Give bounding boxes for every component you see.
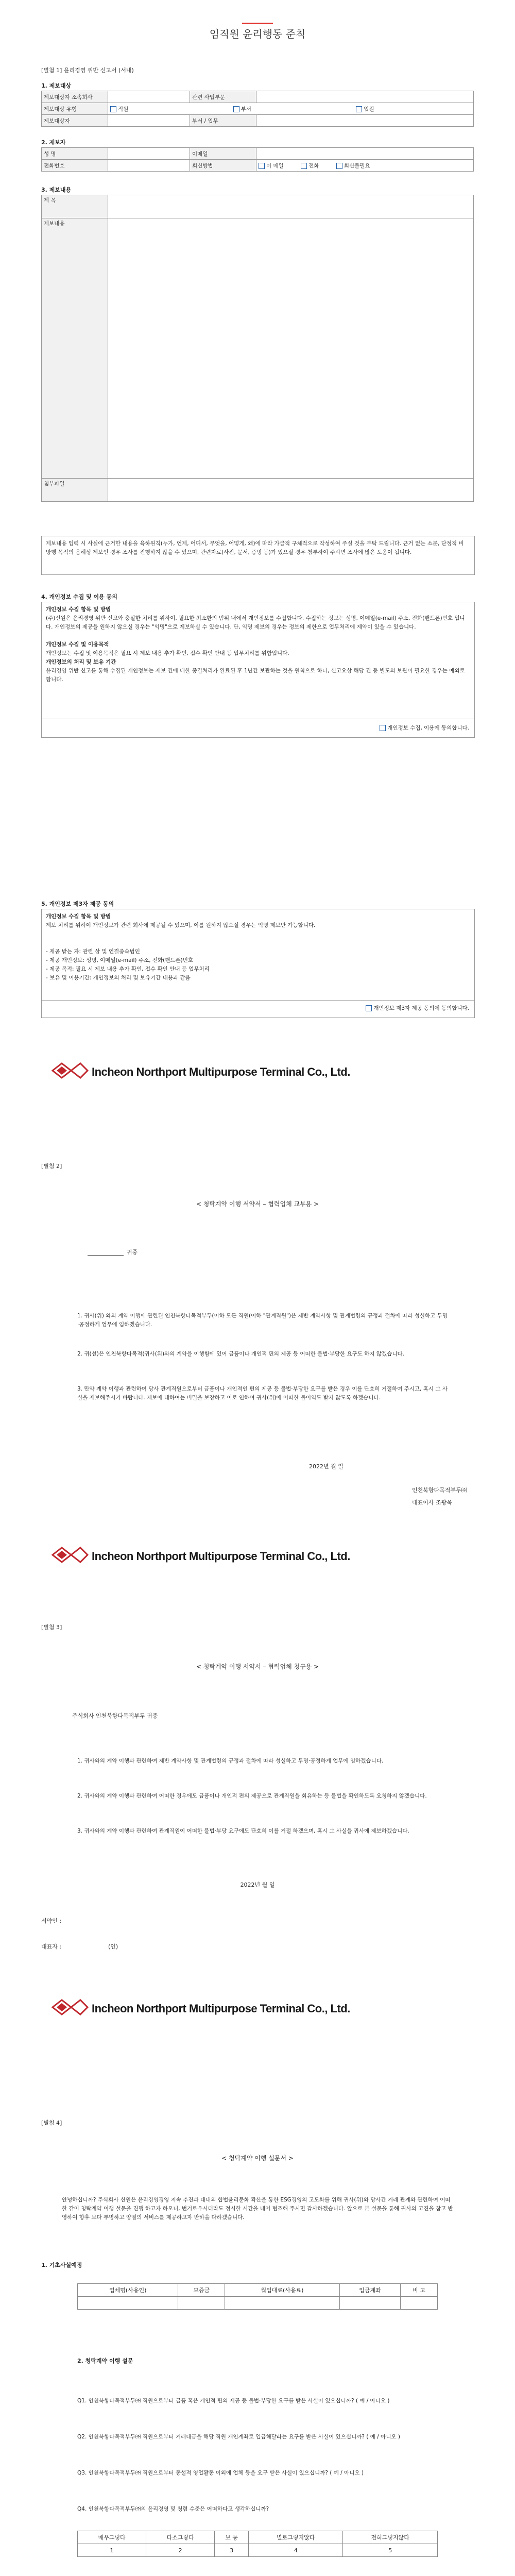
form4-tag: [별첨 4]: [41, 2120, 62, 2126]
thirdparty-text: 제보 처리를 위하여 개인정보가 관련 회사에 제공될 수 있으며, 이를 원하지 않으실 경우는 익명 제보만 가능합니다.: [46, 922, 316, 928]
cell-rent[interactable]: [225, 2297, 339, 2310]
form3-seal: (인): [108, 1943, 118, 1950]
privacy-head-1: 개인정보 수집 항목 및 방법: [46, 606, 111, 613]
content-attach-field[interactable]: [108, 479, 474, 502]
reply-method-options: [256, 160, 474, 172]
target-dept-field[interactable]: [256, 115, 474, 127]
form3-date: 2022년 월 일: [240, 1882, 275, 1888]
thirdparty-item-3: - 제공 목적: 필요 시 제보 내용 추가 확인, 접수 확인 안내 등 업무처리: [46, 966, 210, 972]
col-rent: 월입대료(사용료): [225, 2284, 339, 2297]
thirdparty-item-1: - 제공 받는 자: 관련 상 및 연결종속법인: [46, 948, 140, 955]
col-note: 비 고: [401, 2284, 438, 2297]
thirdparty-divider: [42, 1000, 474, 1001]
form2-recipient-suffix: 귀중: [127, 1249, 138, 1256]
title-accent-bar: [242, 23, 273, 24]
col-account: 입금계좌: [339, 2284, 400, 2297]
checkbox-employee[interactable]: [110, 106, 116, 112]
cell-note[interactable]: [401, 2297, 438, 2310]
form2-recipient-field[interactable]: [88, 1248, 124, 1256]
option-employee-label: 직원: [118, 106, 129, 112]
notice-text: 제보내용 입력 시 사실에 근거한 내용을 육하원칙(누가, 언제, 어디서, 무엇을, 어떻게, 왜)에 따라 가급적 구체적으로 작성하여 주실 것을 부탁 드립니다. 근거 없는 소문, 단정적 비방행 목적의 음해성 제보인 경우 조사를 진행하지 않을 수 있으며, 관련자료(사진, 문서, 증빙 등)가 있으실 경우 첨부하여 주시면 조사에 많은 도움이 됩니다.: [46, 540, 464, 555]
reporter-phone-label: 전화번호: [42, 160, 108, 172]
page-title: 임직원 윤리행동 준칙: [209, 28, 306, 40]
company-logo: [52, 1061, 360, 1082]
content-body-field[interactable]: [108, 218, 474, 479]
col-company: 업체명(사용인): [78, 2284, 178, 2297]
rating-option-4[interactable]: 4: [248, 2544, 342, 2557]
form4-section-1: 1. 기초사실예정: [41, 2262, 82, 2268]
privacy-head-3: 개인정보의 처리 및 보유 기간: [46, 659, 116, 665]
checkbox-department[interactable]: [233, 106, 239, 112]
logo-mark-icon: [52, 1546, 89, 1564]
form1-section-5: 5. 개인정보 제3자 제공 동의: [41, 901, 114, 907]
thirdparty-head: 개인정보 수집 항목 및 방법: [46, 913, 111, 920]
target-division-label: 관련 사업부문: [190, 91, 256, 103]
target-type-label: 제보대상 유형: [42, 103, 108, 115]
form3-recipient: 주식회사 인천북항다목적부두 귀중: [72, 1713, 158, 1719]
reply-email-label: 이 메일: [266, 162, 284, 169]
privacy-agree-label: 개인정보 수집, 이용에 동의합니다.: [387, 725, 469, 731]
content-title-field[interactable]: [108, 195, 474, 218]
target-type-options: [108, 103, 474, 115]
option-department-label: 부서: [241, 106, 251, 112]
form3-para-1: 1. 귀사와의 계약 이행과 관련하여 제반 계약사항 및 관계법령의 규정과 절차에 따라 성실하고 투명·공정하게 업무에 임하겠습니다.: [77, 1758, 384, 1764]
rating-table: [77, 2531, 438, 2557]
form1-section-4: 4. 개인정보 수집 및 이용 동의: [41, 594, 117, 600]
target-table: [41, 91, 474, 127]
form4-intro: 안녕하십니까? 주식회사 신원은 윤리경영경영 지속 추진과 대내외 합법윤리문화 확산을 통한 ESG경영의 고도화를 위해 귀사(위)와 당사간 거래 관계와 관련하여 어떠한 같이 청탁계약 이행 설문을 진행 하고자 하오니, 번거로우시더라도 정시한 시간을 내어 협조해 주시면 감사하겠습니다. 앞으로 본 설문을 통해 귀사의 고견을 참고 반영하여 향후 보다 투명하고 양질의 서비스를 제공하고자 반하을 다하겠습니다.: [62, 2197, 453, 2221]
company-logo-3: [52, 1998, 360, 2019]
form2-title: < 청탁계약 이행 서약서 – 협력업체 교부용 >: [196, 1200, 319, 1208]
form3-title: < 청탁계약 이행 서약서 – 협력업체 청구용 >: [196, 1663, 319, 1670]
reporter-name-label: 성 명: [42, 148, 108, 160]
privacy-box: [41, 602, 475, 738]
rating-option-1[interactable]: 1: [78, 2544, 146, 2557]
privacy-head-2: 개인정보 수집 및 이용목적: [46, 641, 109, 648]
reporter-table: [41, 147, 474, 172]
form1-section-1: 1. 제보대상: [41, 82, 72, 89]
privacy-text-2: 개인정보는 수집 및 이용목적은 필요 시 제보 내용 추가 확인, 접수 확인 안내 등 업무처리를 위함입니다.: [46, 650, 289, 656]
rating-option-2[interactable]: 2: [146, 2544, 215, 2557]
checkbox-reply-phone[interactable]: [301, 163, 307, 169]
question-1: Q1. 인천북항다목적부두㈜ 직원으로부터 금품 혹은 개인적 편의 제공 등 불법·부당한 요구를 받은 사실이 있으십니까? ( 예 / 아니오 ): [77, 2398, 390, 2404]
content-body-label: 제보내용: [42, 218, 108, 479]
form1-tag: [별첨 1] 윤리경영 위반 신고서 (서내): [41, 67, 134, 74]
form2-date: 2022년 월 일: [309, 1463, 344, 1470]
target-person-field[interactable]: [108, 115, 190, 127]
privacy-agree[interactable]: [380, 724, 469, 733]
checkbox-business[interactable]: [356, 106, 362, 112]
form3-ceo-label: 대표자 :: [41, 1943, 62, 1950]
cell-deposit[interactable]: [178, 2297, 225, 2310]
checkbox-reply-email[interactable]: [259, 163, 265, 169]
form3-pledger-label: 서약인 :: [41, 1918, 62, 1924]
logo-mark-icon: [52, 1061, 89, 1080]
reply-none-label: 회신불필요: [344, 162, 370, 169]
rating-option-5[interactable]: 5: [343, 2544, 438, 2557]
rating-label-1: 매우그렇다: [78, 2531, 146, 2544]
reporter-name-field[interactable]: [108, 148, 190, 160]
form4-section-2: 2. 청탁계약 이행 설문: [77, 2358, 133, 2364]
form1-section-2: 2. 제보자: [41, 139, 66, 146]
question-3: Q3. 인천북항다목적부두㈜ 직원으로부터 동설적 영업활동 이외에 업체 등을 요구 받은 사실이 있으십니까? ( 예 / 아니오 ): [77, 2470, 364, 2476]
target-dept-label: 부서 / 입무: [190, 115, 256, 127]
cell-company[interactable]: [78, 2297, 178, 2310]
rating-label-3: 보 통: [215, 2531, 249, 2544]
form2-signatory-company: 인천북항다목적부두㈜: [412, 1487, 467, 1494]
thirdparty-item-4: - 보유 및 이용기간: 개인정보의 처리 및 보유기간 내용과 같음: [46, 975, 191, 981]
question-4: Q4. 인천북항다목적부두㈜의 윤리경영 및 청렴 수준은 어떠하다고 생각하십니까?: [77, 2506, 269, 2512]
rating-label-2: 다소그렇다: [146, 2531, 215, 2544]
option-business-label: 업원: [364, 106, 374, 112]
rating-label-5: 전혀그렇지않다: [343, 2531, 438, 2544]
content-attach-label: 첨부파일: [42, 479, 108, 502]
target-division-field[interactable]: [256, 91, 474, 103]
notice-box: [41, 536, 475, 575]
reply-phone-label: 전화: [308, 162, 319, 169]
reporter-email-field[interactable]: [256, 148, 474, 160]
content-table: [41, 195, 474, 502]
target-company-label: 제보대상자 소속회사: [42, 91, 108, 103]
form3-tag: [별첨 3]: [41, 1624, 62, 1631]
form2-para-3: 3. 만약 계약 이행과 관련하여 당사 관계직원으로부터 금품이나 개인적인 편의 제공 등 불법·부당한 요구를 받은 경우 이를 단호히 거절하여 주시고, 혹시 그 사실을 제보해주시기 바랍니다. 제보에 대하여는 비밀을 보장하고 이로 인하여 귀사(위)에 어떠한 불이익도 받지 않도록 하겠습니다.: [77, 1386, 448, 1401]
privacy-text-3: 윤리경영 위반 신고를 통해 수집된 개인정보는 제보 건에 대한 종결처리가 완료된 후 1년간 보관하는 것을 원칙으로 하나, 신고요상 해당 건 등 별도의 보관이 필요한 경우는 예외로 합니다.: [46, 668, 465, 683]
company-name: Incheon Northport Multipurpose Terminal Co., Ltd.: [92, 1065, 350, 1078]
reporter-phone-field[interactable]: [108, 160, 190, 172]
thirdparty-box: [41, 909, 475, 1018]
col-deposit: 보증금: [178, 2284, 225, 2297]
company-logo-2: [52, 1546, 360, 1566]
cell-account[interactable]: [339, 2297, 400, 2310]
form1-section-3: 3. 제보내용: [41, 187, 72, 193]
form2-para-2: 2. 귀(선)은 인천북항다목적(귀사(위)와의 계약을 이행함에 있어 금품이나 개인적 편의 제공 등 어떠한 불법·부당한 요구도 하지 않겠습니다.: [77, 1351, 404, 1357]
company-name-2: Incheon Northport Multipurpose Terminal Co., Ltd.: [92, 1550, 350, 1563]
checkbox-reply-none[interactable]: [336, 163, 342, 169]
form4-title: < 청탁계약 이행 설문서 >: [221, 2155, 294, 2162]
checkbox-thirdparty-agree[interactable]: [366, 1005, 372, 1011]
privacy-text-1: (주)신원은 윤리경영 위반 신고와 충실한 처리를 위하여, 필요한 최소한의 범위 내에서 개인정보를 수집합니다. 수집하는 정보는 성명, 이메일(e-mail) 주소, 전화(핸드폰)번호 입니다. 개인정보의 제공을 원하지 않으실 경우는 "익명"으로 제보하실 수 있습니다. 단, 익명 제보의 경우는 정보의 제한으로 업무처리에 제약이 있을 수 있습니다.: [46, 615, 465, 630]
form3-para-3: 3. 귀사와의 계약 이행과 관련하여 관계직원이 어떠한 불법·부당 요구에도 단호히 이를 거절 하겠으며, 혹시 그 사실을 귀사에 제보하겠습니다.: [77, 1828, 409, 1834]
checkbox-privacy-agree[interactable]: [380, 725, 386, 731]
company-name-3: Incheon Northport Multipurpose Terminal Co., Ltd.: [92, 2002, 350, 2015]
basic-info-table: [77, 2283, 438, 2310]
question-2: Q2. 인천북항다목적부두㈜ 직원으로부터 거래대금을 해당 직원 개인계좌로 입금해달라는 요구를 받은 사실이 있으십니까? ( 예 / 아니오 ): [77, 2434, 400, 2440]
logo-mark-icon: [52, 1998, 89, 2016]
form2-signatory-ceo: 대표이사 조광욱: [412, 1499, 452, 1506]
thirdparty-agree-label: 개인정보 제3자 제공 동의에 동의합니다.: [373, 1005, 469, 1011]
form3-para-2: 2. 귀사와의 계약 이행과 관련하여 어떠한 경우에도 금품이나 개인적 편의 제공으로 관계직원을 회유하는 등 불법을 확인하도록 요청하지 않겠습니다.: [77, 1793, 427, 1799]
target-company-field[interactable]: [108, 91, 190, 103]
thirdparty-agree[interactable]: [366, 1004, 469, 1013]
form2-tag: [별첨 2]: [41, 1163, 62, 1170]
reply-method-label: 회신방법: [190, 160, 256, 172]
content-title-label: 제 목: [42, 195, 108, 218]
thirdparty-item-2: - 제공 개인정보: 성명, 이메일(e-mail) 주소, 전화(핸드폰)번호: [46, 957, 194, 963]
rating-option-3[interactable]: 3: [215, 2544, 249, 2557]
rating-label-4: 별로그렇지않다: [248, 2531, 342, 2544]
target-person-label: 제보대상자: [42, 115, 108, 127]
reporter-email-label: 이메일: [190, 148, 256, 160]
form2-para-1: 1. 귀사(위) 와의 계약 이행에 관련된 인천북항다목적부두(이하 모든 직원(이하 "관계직원")은 제반 계약사항 및 관계법령의 규정과 절차에 따라 성실하고 투명·공정하게 업무에 임하겠습니다.: [77, 1313, 448, 1328]
